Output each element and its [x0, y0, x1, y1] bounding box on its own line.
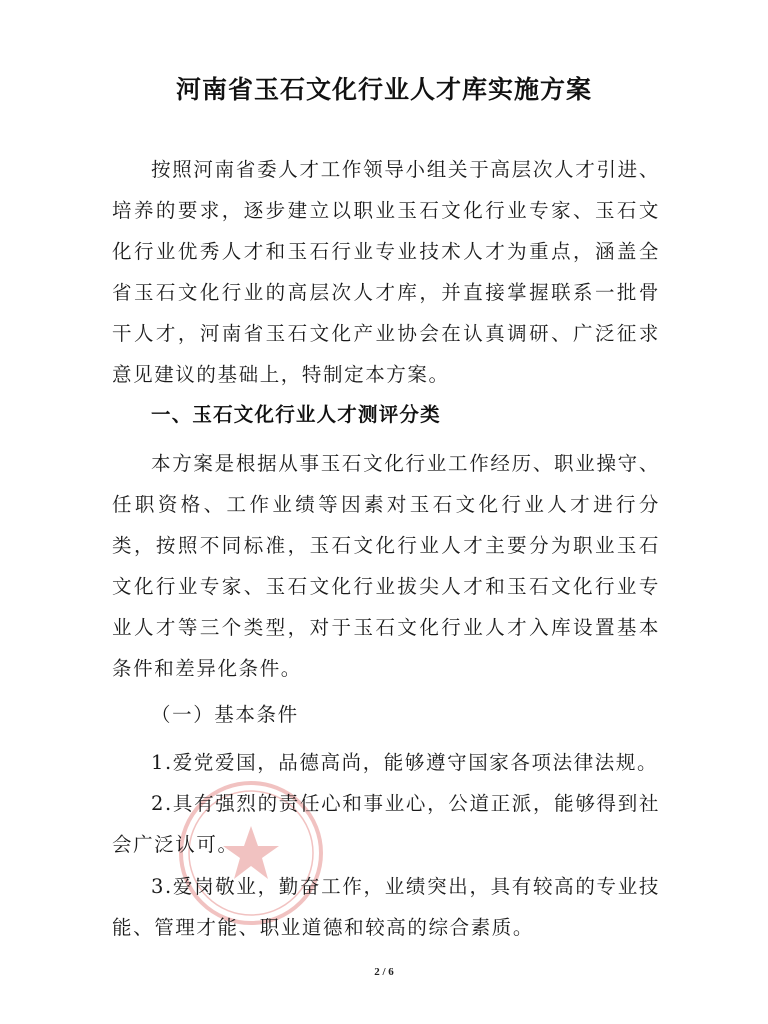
condition-item-2: 2.具有强烈的责任心和事业心，公道正派，能够得到社会广泛认可。	[112, 792, 660, 856]
page-number: 2 / 6	[374, 966, 394, 978]
condition-item-3: 3.爱岗敬业，勤奋工作，业绩突出，具有较高的专业技能、管理才能、职业道德和较高的综合素质。	[112, 875, 660, 939]
intro-paragraph: 按照河南省委人才工作领导小组关于高层次人才引进、培养的要求，逐步建立以职业玉石文化行业专家、玉石文化行业优秀人才和玉石行业专业技术人才为重点，涵盖全省玉石文化行业的高层次人才库，并直接掌握联系一批骨干人才，河南省玉石文化产业协会在认真调研、广泛征求意见建议的基础上，特制定本方案。	[112, 158, 660, 386]
section-heading: 一、玉石文化行业人才测评分类	[151, 403, 441, 426]
section-paragraph: 本方案是根据从事玉石文化行业工作经历、职业操守、任职资格、工作业绩等因素对玉石文化行业人才进行分类，按照不同标准，玉石文化行业人才主要分为职业玉石文化行业专家、玉石文化行业拔尖人才和玉石文化行业专业人才等三个类型，对于玉石文化行业人才入库设置基本条件和差异化条件。	[112, 452, 660, 680]
document-title: 河南省玉石文化行业人才库实施方案	[175, 75, 592, 104]
condition-item-1: 1.爱党爱国，品德高尚，能够遵守国家各项法律法规。	[151, 751, 659, 774]
subsection-heading: （一）基本条件	[151, 703, 299, 726]
